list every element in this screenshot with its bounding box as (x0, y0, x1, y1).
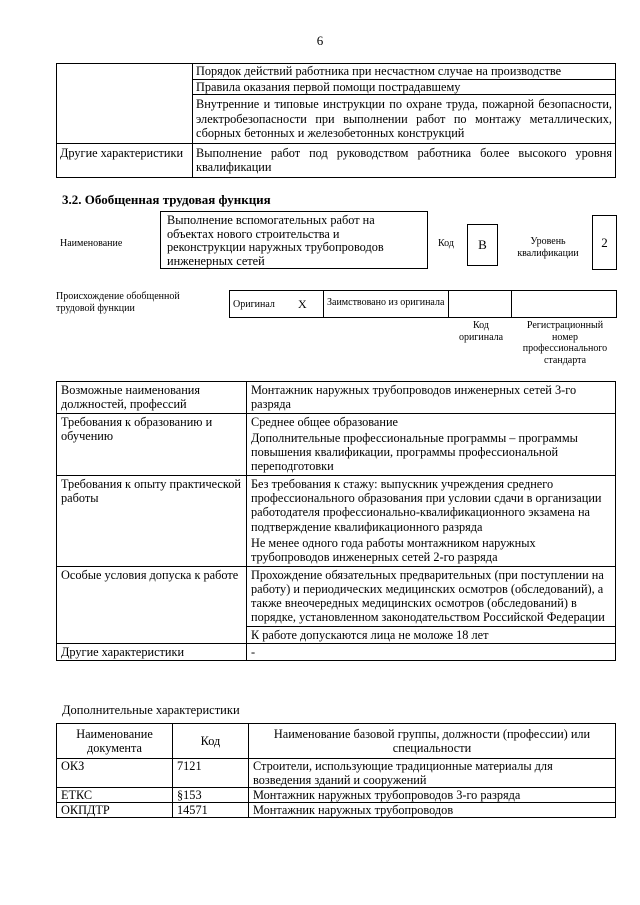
origin-original-box (229, 290, 324, 318)
origin-code-label: Код оригинала (458, 320, 504, 343)
additional-cell: 7121 (173, 759, 249, 788)
req-value-other: - (247, 644, 616, 661)
additional-header: Код (173, 724, 249, 759)
additional-cell: Монтажник наружных трубопроводов 3-го разряда (249, 788, 616, 803)
req-value-positions: Монтажник наружных трубопроводов инженерных сетей 3-го разряда (247, 382, 616, 414)
additional-header: Наименование базовой группы, должности (профессии) или специальности (249, 724, 616, 759)
original-mark: X (298, 297, 307, 311)
req-label-other: Другие характеристики (57, 644, 247, 661)
additional-title: Дополнительные характеристики (62, 703, 240, 717)
additional-cell: ОКПДТР (57, 803, 173, 818)
table-row (57, 803, 616, 818)
page-number: 6 (316, 33, 324, 48)
top-table (56, 63, 616, 178)
requirements-table (56, 381, 616, 661)
top-table-empty-cell (57, 64, 193, 144)
reg-number-label: Регистрационный номер профессионального стандарта (522, 320, 608, 366)
original-label: Оригинал (233, 299, 275, 310)
table-row (57, 788, 616, 803)
origin-reg-box (511, 290, 617, 318)
name-value-box: Выполнение вспомогательных работ на объектах нового строительства и реконструкции наружных трубопроводов инженерных сетей (160, 211, 428, 269)
section-title: 3.2. Обобщенная трудовая функция (62, 192, 271, 207)
req-value-experience: Не менее одного года работы монтажником наружных трубопроводов инженерных сетей 2-го разряда (247, 535, 616, 566)
level-label: Уровень квалификации (517, 236, 579, 259)
req-value-education: Дополнительные профессиональные программы – программы повышения квалификации, программы профессиональной переподготовки (247, 430, 616, 475)
additional-cell: ОКЗ (57, 759, 173, 788)
additional-cell: ЕТКС (57, 788, 173, 803)
top-table-row: Порядок действий работника при несчастном случае на производстве (193, 64, 616, 80)
code-value-box: B (467, 224, 498, 266)
req-label-admission: Особые условия допуска к работе (57, 566, 247, 643)
origin-label: Происхождение обобщенной трудовой функции (56, 291, 180, 314)
additional-table (56, 723, 616, 818)
additional-cell: Монтажник наружных трубопроводов (249, 803, 616, 818)
top-table-row: Правила оказания первой помощи пострадавшему (193, 79, 616, 95)
additional-cell: 14571 (173, 803, 249, 818)
req-label-experience: Требования к опыту практической работы (57, 475, 247, 566)
top-table-other-value: Выполнение работ под руководством работника более высокого уровня квалификации (193, 143, 616, 177)
name-label: Наименование (60, 238, 123, 249)
req-value-education: Среднее общее образование (247, 413, 616, 430)
top-table-row: Внутренние и типовые инструкции по охране труда, пожарной безопасности, электробезопасности при выполнении работ по монтажу металлических, сборных бетонных и железобетонных конструкций (193, 95, 616, 144)
code-label: Код (438, 238, 454, 249)
origin-borrowed-box (323, 290, 449, 318)
req-value-admission: К работе допускаются лица не моложе 18 лет (247, 626, 616, 643)
req-label-education: Требования к образованию и обучению (57, 413, 247, 475)
additional-header: Наименование документа (57, 724, 173, 759)
borrowed-label: Заимствовано из оригинала (327, 297, 445, 308)
additional-cell: Строители, использующие традиционные материалы для возведения зданий и сооружений (249, 759, 616, 788)
req-value-admission: Прохождение обязательных предварительных (при поступлении на работу) и периодических медицинских осмотров (обследований), а также внеочередных медицинских осмотров (обследований) в порядке, установленном законодательством Российской Федерации (247, 566, 616, 626)
table-row (57, 759, 616, 788)
origin-code-box (448, 290, 512, 318)
top-table-other-label: Другие характеристики (57, 143, 193, 177)
level-value-box: 2 (592, 215, 617, 270)
req-value-experience: Без требования к стажу: выпускник учреждения среднего профессионального образования при условии сдачи в организации работодателя профессионально-квалификационного экзамена на подтверждение квалификационного разряда (247, 475, 616, 535)
req-label-positions: Возможные наименования должностей, профессий (57, 382, 247, 414)
additional-cell: §153 (173, 788, 249, 803)
